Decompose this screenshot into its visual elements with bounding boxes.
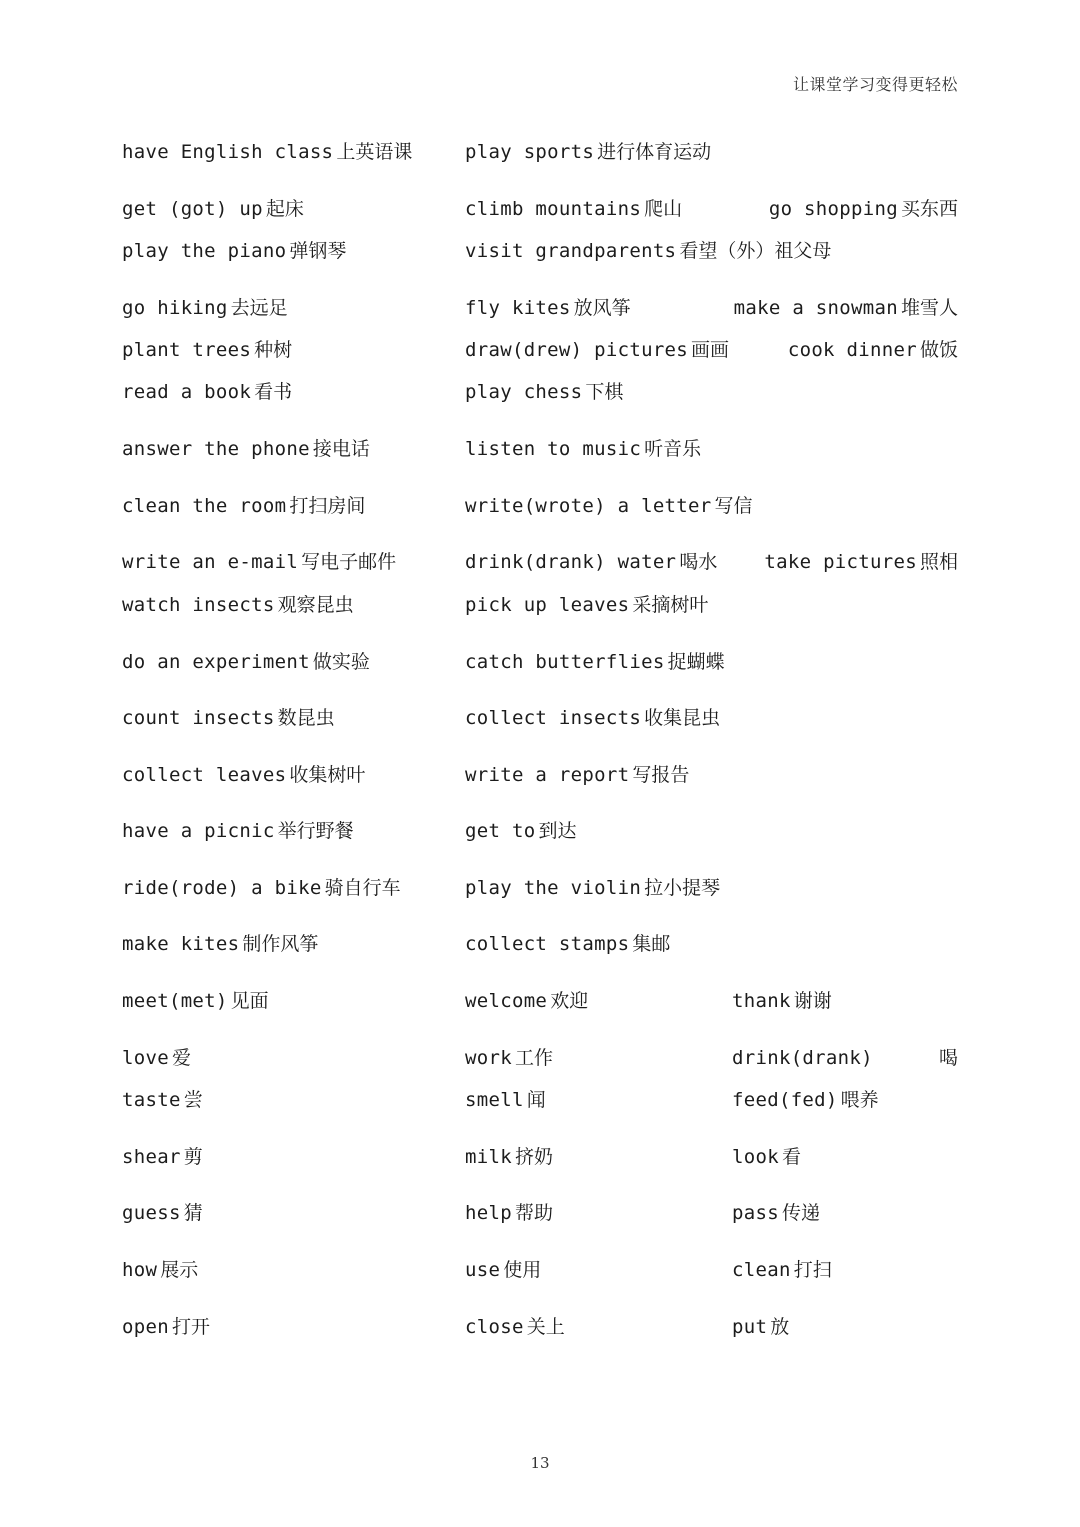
vocab-entry: make kites 制作风筝 <box>122 933 319 955</box>
vocab-entry: clean 打扫 <box>732 1259 832 1281</box>
vocab-entry: count insects 数昆虫 <box>122 707 335 729</box>
vocab-entry: close 关上 <box>465 1316 565 1338</box>
vocab-entry: collect stamps 集邮 <box>465 933 671 955</box>
vocab-entry: thank 谢谢 <box>732 990 832 1012</box>
vocab-entry: help 帮助 <box>465 1202 553 1224</box>
vocab-entry: play sports 进行体育运动 <box>465 141 712 163</box>
vocab-entry: collect leaves 收集树叶 <box>122 764 366 786</box>
vocab-entry: play chess 下棋 <box>465 381 624 403</box>
vocab-entry: milk 挤奶 <box>465 1146 553 1168</box>
vocab-entry: listen to music 听音乐 <box>465 438 702 460</box>
vocab-entry: put 放 <box>732 1316 790 1338</box>
vocab-entry: plant trees 种树 <box>122 339 293 361</box>
vocab-entry: visit grandparents 看望（外）祖父母 <box>465 240 832 262</box>
vocab-entry: collect insects 收集昆虫 <box>465 707 721 729</box>
vocab-entry: play the piano 弹钢琴 <box>122 240 347 262</box>
vocab-entry: answer the phone 接电话 <box>122 438 370 460</box>
vocab-entry: cook dinner 做饭 <box>787 339 958 361</box>
vocab-entry: write an e-mail 写电子邮件 <box>122 551 397 573</box>
vocab-entry: feed(fed) 喂养 <box>732 1089 879 1111</box>
vocab-entry: write a report 写报告 <box>465 764 690 786</box>
vocab-entry: ride(rode) a bike 骑自行车 <box>122 877 401 899</box>
vocab-entry: have a picnic 举行野餐 <box>122 820 354 842</box>
vocab-entry: take pictures 照相 <box>764 551 958 573</box>
vocab-entry: drink(drank) water 喝水 <box>465 551 718 573</box>
vocab-entry: get (got) up 起床 <box>122 198 304 220</box>
vocab-entry: love 爱 <box>122 1047 191 1069</box>
vocab-entry: taste 尝 <box>122 1089 203 1111</box>
vocab-entry: look 看 <box>732 1146 801 1168</box>
vocab-entry: smell 闻 <box>465 1089 546 1111</box>
vocab-entry: go shopping 买东西 <box>768 198 958 220</box>
vocab-entry: welcome 欢迎 <box>465 990 589 1012</box>
vocab-entry: watch insects 观察昆虫 <box>122 594 354 616</box>
vocab-entry: draw(drew) pictures 画画 <box>465 339 730 361</box>
vocab-entry: do an experiment 做实验 <box>122 651 370 673</box>
vocab-entry: use 使用 <box>465 1259 542 1281</box>
vocab-entry: shear 剪 <box>122 1146 203 1168</box>
vocab-entry: make a snowman 堆雪人 <box>733 297 958 319</box>
vocab-entry: play the violin 拉小提琴 <box>465 877 721 899</box>
vocab-entry: guess 猜 <box>122 1202 203 1224</box>
vocab-entry: get to 到达 <box>465 820 577 842</box>
vocab-entry: write(wrote) a letter 写信 <box>465 495 753 517</box>
vocab-entry: clean the room 打扫房间 <box>122 495 366 517</box>
vocab-entry: fly kites 放风筝 <box>465 297 631 319</box>
vocab-entry: meet(met) 见面 <box>122 990 269 1012</box>
vocab-entry: pick up leaves 采摘树叶 <box>465 594 709 616</box>
vocab-entry: drink(drank) <box>732 1047 873 1069</box>
vocab-entry: pass 传递 <box>732 1202 820 1224</box>
vocab-entry: 喝 <box>938 1047 958 1069</box>
vocab-entry: have English class 上英语课 <box>122 141 413 163</box>
vocab-entry: go hiking 去远足 <box>122 297 288 319</box>
vocab-entry: how 展示 <box>122 1259 199 1281</box>
vocab-entry: climb mountains 爬山 <box>465 198 683 220</box>
page-number: 13 <box>530 1454 550 1472</box>
vocab-entry: open 打开 <box>122 1316 210 1338</box>
page-header: 让课堂学习变得更轻松 <box>792 75 958 94</box>
vocab-entry: read a book 看书 <box>122 381 293 403</box>
vocab-entry: work 工作 <box>465 1047 553 1069</box>
vocab-entry: catch butterflies 捉蝴蝶 <box>465 651 725 673</box>
